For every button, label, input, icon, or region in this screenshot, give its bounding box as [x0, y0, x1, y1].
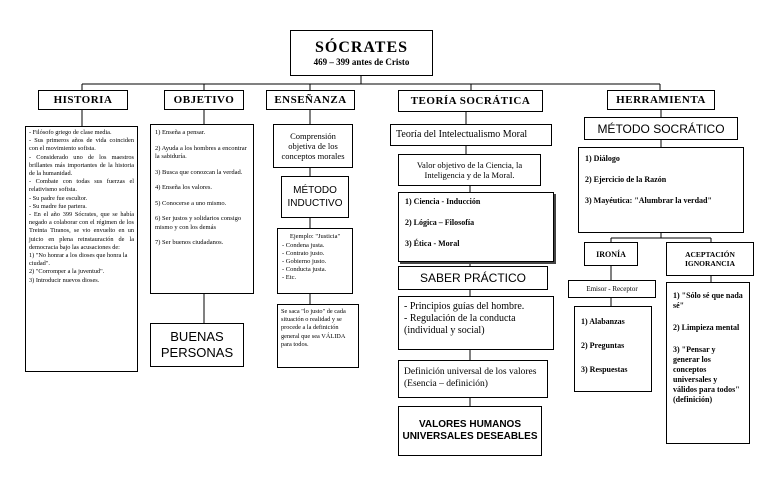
aceptacion-box: ACEPTACIÓN IGNORANCIA	[666, 242, 754, 276]
aceptacion-item: 1) "Sólo sé que nada sé"	[673, 291, 743, 310]
saber-practico-box: SABER PRÁCTICO	[398, 266, 548, 290]
valor-objetivo-box: Valor objetivo de la Ciencia, la Inteligencia y de la Moral.	[398, 154, 541, 186]
historia-line: - Su madre fue partera.	[29, 202, 87, 210]
ejemplo-box	[277, 228, 353, 294]
objetivo-header: OBJETIVO	[164, 90, 244, 110]
comprension-box: Comprensión objetiva de los conceptos morales	[273, 124, 353, 168]
aceptacion-item: 3) "Pensar y generar los conceptos universales y válidos para todos" (definición)	[673, 345, 740, 404]
objetivo-item: 3) Busca que conozcan la verdad.	[155, 168, 243, 176]
ejemplo-item: - Conducta justa.	[282, 266, 327, 273]
ciencia-box	[398, 192, 554, 262]
ironia-items-box	[574, 306, 652, 392]
historia-line: 1) "No honrar a los dioses que honra la ciudad".	[29, 252, 128, 268]
metodo-inductivo-box: MÉTODO INDUCTIVO	[281, 176, 349, 218]
ironia-item: 3) Respuestas	[581, 365, 628, 374]
main-subtitle: 469 – 399 antes de Cristo	[313, 57, 410, 67]
objetivo-item: 1) Enseña a pensar.	[155, 129, 206, 136]
ejemplo-item: - Etc.	[282, 274, 297, 281]
principio-item: - Regulación de la conducta (individual y social)	[404, 313, 516, 336]
historia-line: - En el año 399 Sócrates, que se había negado a colaborar con el régimen de los Treinta Tiranos, se vio envuelto en un juicio en plena reinstauración de la democracia bajo las acusaciones de:	[29, 211, 134, 251]
historia-line: 3) Introducir nuevos dioses.	[29, 276, 100, 284]
historia-line: 2) "Corromper a la juventud".	[29, 268, 105, 276]
teoria-item: 3) Ética - Moral	[405, 239, 460, 248]
ejemplo-item: - Contrato justo.	[282, 250, 325, 257]
objetivo-item: 2) Ayuda a los hombres a encontrar la sabiduría.	[155, 144, 247, 160]
ironia-item: 2) Preguntas	[581, 341, 625, 350]
definicion-box: Definición universal de los valores (Esencia – definición)	[398, 360, 548, 398]
ironia-item: 1) Alabanzas	[581, 317, 625, 326]
historia-line: - Sus primeros años de vida coinciden con el movimiento sofista.	[29, 137, 134, 153]
objetivo-item: 6) Ser justos y solidarios consigo mismo y con los demás	[155, 215, 242, 231]
teoria-header: TEORÍA SOCRÁTICA	[398, 90, 543, 112]
emisor-receptor-box: Emisor - Receptor	[568, 280, 656, 298]
historia-header: HISTORIA	[38, 90, 128, 110]
historia-line: - Su padre fue escultor.	[29, 194, 88, 202]
herramienta-item: 2) Ejercicio de la Razón	[585, 175, 667, 184]
ironia-box: IRONÍA	[584, 242, 638, 266]
herramienta-header: HERRAMIENTA	[607, 90, 715, 110]
metodo-socratico-box: MÉTODO SOCRÁTICO	[584, 117, 738, 140]
teoria-item: 2) Lógica – Filosofía	[405, 218, 475, 227]
objetivo-item: 4) Enseña los valores.	[155, 184, 213, 191]
historia-line: - Combate con todas sus fuerzas el relativismo sofista.	[29, 178, 134, 194]
aceptacion-items-box	[666, 282, 750, 444]
ejemplo-item: - Condena justa.	[282, 242, 325, 249]
teoria-item: 1) Ciencia - Inducción	[405, 197, 481, 206]
main-title: SÓCRATES	[314, 39, 409, 56]
conclusion-box: Se saca "lo justo" de cada situación o realidad y se procede a la definición general que sea VÁLIDA para todos.	[277, 304, 359, 368]
title-box	[290, 30, 433, 76]
herramienta-item: 1) Diálogo	[585, 154, 620, 163]
ejemplo-title: Ejemplo: "Justicia"	[289, 233, 341, 240]
principio-item: - Principios guías del hombre.	[404, 301, 525, 312]
principios-box	[398, 296, 554, 350]
intelectualismo-box: Teoría del Intelectualismo Moral	[390, 124, 552, 146]
dialogo-box	[578, 147, 744, 233]
valores-humanos-box: VALORES HUMANOS UNIVERSALES DESEABLES	[398, 406, 542, 456]
ejemplo-item: - Gobierno justo.	[282, 258, 327, 265]
objetivo-item: 5) Conocerse a uno mismo.	[155, 199, 227, 207]
ensenanza-header: ENSEÑANZA	[266, 90, 355, 110]
objetivo-item: 7) Ser buenos ciudadanos.	[155, 239, 224, 246]
herramienta-item: 3) Mayéutica: "Alumbrar la verdad"	[585, 196, 712, 205]
objetivo-content	[150, 124, 254, 294]
historia-line: - Considerado uno de los maestros brillantes más importantes de la historia de la humanidad.	[29, 153, 134, 178]
buenas-personas-box: BUENAS PERSONAS	[150, 323, 244, 367]
aceptacion-item: 2) Limpieza mental	[673, 323, 740, 332]
historia-content	[25, 126, 138, 372]
historia-line: - Filósofo griego de clase media.	[29, 129, 112, 136]
